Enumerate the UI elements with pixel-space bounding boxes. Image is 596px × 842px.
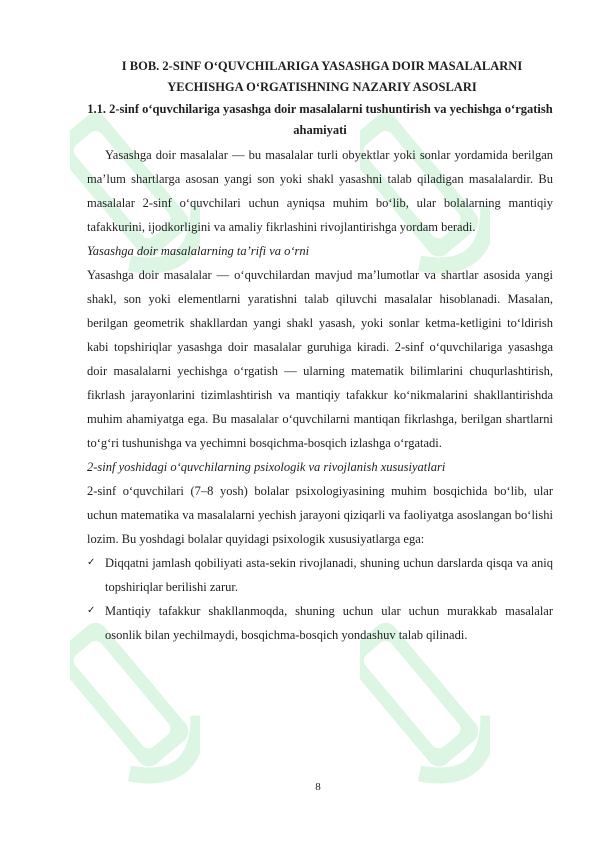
list-item-text: Diqqatni jamlash qobiliyati asta-sekin rivojlanadi, shuning uchun darslarda qisqa va aniq topshiriqlar berilishi zarur. <box>105 556 553 594</box>
subheading-psychology: 2-sinf yoshidagi o‘quvchilarning psixologik va rivojlanish xususiyatlari <box>87 460 446 474</box>
feature-list <box>87 551 553 647</box>
subheading-definition: Yasashga doir masalalarning ta’rifi va o‘rni <box>87 244 310 258</box>
psychology-paragraph: 2-sinf o‘quvchilari (7–8 yosh) bolalar psixologiyasining muhim bosqichida bo‘lib, ular uchun matematika va masalalarni yechish jarayoni qiziqarli va faoliyatga asoslangan bo‘lishi lozim. Bu yoshdagi bolalar quyidagi psixologik xususiyatlarga ega: <box>87 484 553 546</box>
page-number: 8 <box>315 781 321 793</box>
list-item <box>87 599 553 647</box>
check-icon: ✓ <box>87 605 96 616</box>
section-title: 1.1. 2-sinf o‘quvchilariga yasashga doir masalalarni tushuntirish va yechishga o‘rgatish ahamiyati <box>87 102 553 137</box>
intro-paragraph: Yasashga doir masalalar — bu masalalar turli obyektlar yoki sonlar yordamida berilgan ma’lum shartlarga asosan yangi son yoki shakl yasashni talab qiladigan masalalardir. Bu masalalar 2-sinf o‘quvchilari uchun ayniqsa muhim bo‘lib, ular bolalarning mantiqiy tafakkurini, ijodkorligini va amaliy fikrlashini rivojlantirishga yordam beradi. <box>87 148 553 234</box>
definition-paragraph: Yasashga doir masalalar — o‘quvchilardan mavjud ma’lumotlar va shartlar asosida yangi shakl, son yoki elementlarni yaratishni talab qiluvchi masalalar hisoblanadi. Masalan, berilgan geometrik shakllardan yangi shakl yasash, yoki sonlar ketma-ketligini to‘ldirish kabi topshiriqlar yasashga doir masalalar guruhiga kiradi. 2-sinf o‘quvchilariga yasashga doir masalalarni yechishga o‘rgatish — ularning matematik bilimlarini chuqurlashtirish, fikrlash jarayonlarini tizimlashtirish va mantiqiy tafakkur ko‘nikmalarini shakllantirishda muhim ahamiyatga ega. Bu masalalar o‘quvchilarni mantiqan fikrlashga, berilgan shartlarni to‘g‘ri tushunishga va yechimni bosqichma-bosqich izlashga o‘rgatadi. <box>87 268 553 450</box>
list-item <box>87 551 553 599</box>
check-icon: ✓ <box>87 557 96 568</box>
chapter-title: I BOB. 2-SINF O‘QUVCHILARIGA YASASHGA DOIR MASALALARNI YECHISHGA O‘RGATISHNING NAZARIY ASOSLARI <box>121 59 523 94</box>
list-item-text: Mantiqiy tafakkur shakllanmoqda, shuning uchun ular uchun murakkab masalalar osonlik bilan yechilmaydi, bosqichma-bosqich yondashuv talab qilinadi. <box>105 604 553 642</box>
page-content <box>87 56 553 647</box>
